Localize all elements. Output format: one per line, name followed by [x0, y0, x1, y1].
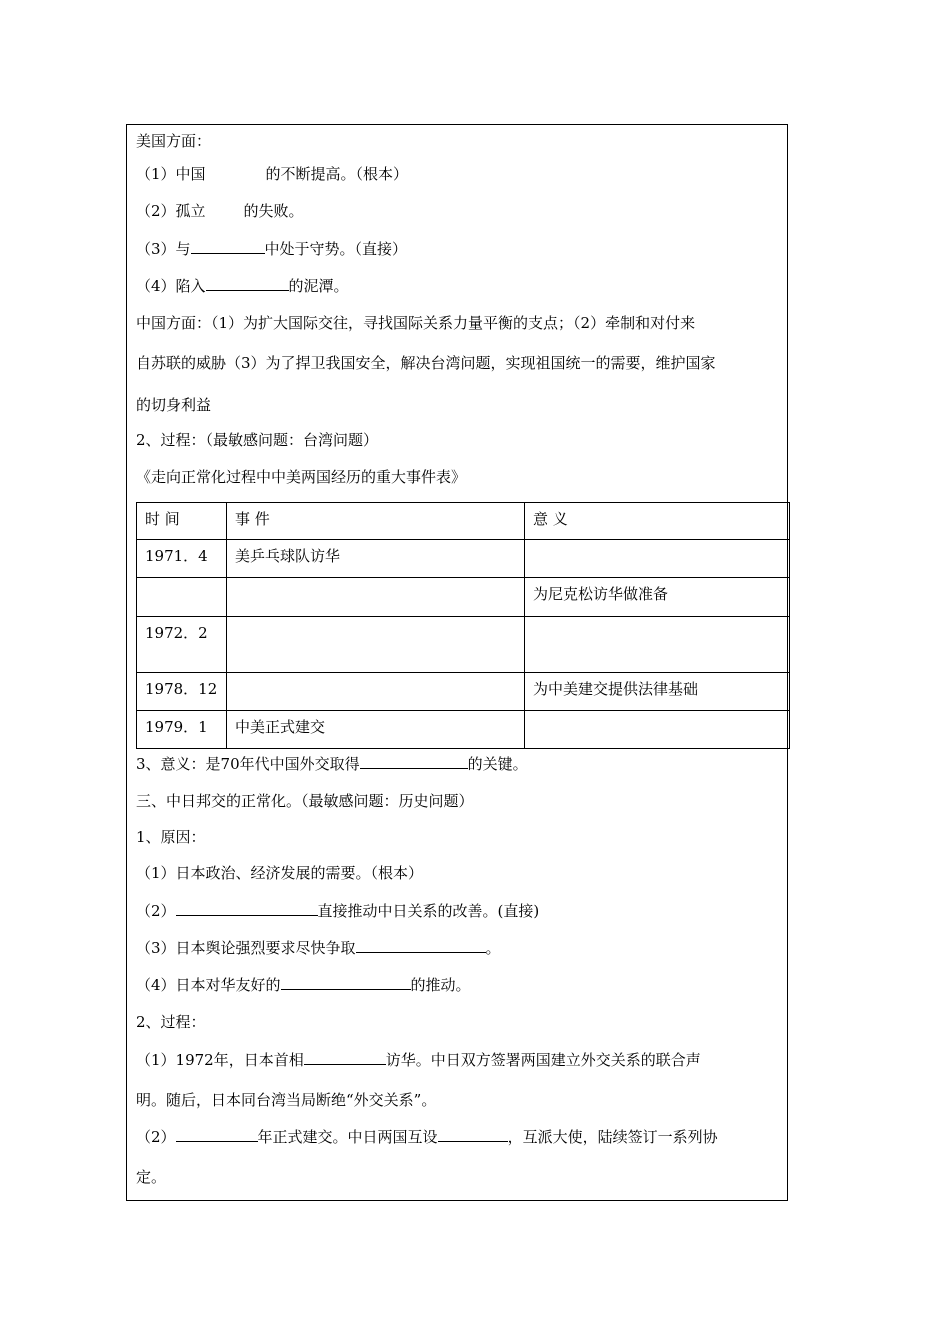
fill-blank[interactable]: [304, 1049, 386, 1065]
fill-blank[interactable]: [356, 937, 486, 953]
us-item-1: （1）中国 的不断提高。（根本）: [136, 165, 409, 183]
significance-line: 3、意义：是70年代中国外交取得 的关键。: [136, 755, 528, 773]
cn-line-2: 自苏联的威胁（3）为了捍卫我国安全，解决台湾问题，实现祖国统一的需要，维护国家: [136, 354, 716, 372]
header-meaning: 意 义: [525, 503, 790, 540]
japan-heading: 三、中日邦交的正常化。（最敏感问题：历史问题）: [136, 792, 474, 810]
table-title: 《走向正常化过程中中美两国经历的重大事件表》: [136, 468, 467, 486]
us-item-3: （3）与 中处于守势。（直接）: [136, 240, 408, 258]
header-time: 时 间: [137, 503, 227, 540]
table-row: 1972．2: [137, 617, 790, 673]
us-heading: 美国方面：: [136, 132, 212, 150]
document-frame: [126, 124, 788, 1201]
table-row: 为尼克松访华做准备: [137, 578, 790, 617]
events-table: [136, 502, 790, 749]
japan-reason-heading: 1、原因：: [136, 828, 206, 846]
japan-reason-3: （3）日本舆论强烈要求尽快争取 。: [136, 939, 501, 957]
us-item-4: （4）陷入 的泥潭。: [136, 277, 349, 295]
table-row: 1979．1 中美正式建交: [137, 711, 790, 749]
process-heading: 2、过程：（最敏感问题：台湾问题）: [136, 431, 379, 449]
japan-reason-4: （4）日本对华友好的 的推动。: [136, 976, 471, 994]
table-row: 1978．12 为中美建交提供法律基础: [137, 673, 790, 711]
fill-blank[interactable]: [438, 1126, 508, 1142]
cn-line-1: 中国方面：（1）为扩大国际交往，寻找国际关系力量平衡的支点；（2）牵制和对付来: [136, 314, 696, 332]
fill-blank[interactable]: [176, 1126, 258, 1142]
fill-blank[interactable]: [281, 974, 411, 990]
us-item-2: （2）孤立 的失败。: [136, 202, 304, 220]
japan-process-heading: 2、过程：: [136, 1013, 206, 1031]
japan-process-2: （2） 年正式建交。中日两国互设 ，互派大使，陆续签订一系列协: [136, 1128, 718, 1146]
table-header-row: [137, 503, 790, 540]
japan-process-1-cont: 明。随后，日本同台湾当局断绝“外交关系”。: [136, 1091, 437, 1109]
japan-process-1: （1）1972年，日本首相 访华。中日双方签署两国建立外交关系的联合声: [136, 1051, 701, 1069]
table-row: 1971．4 美乒乓球队访华: [137, 540, 790, 578]
header-event: 事 件: [227, 503, 525, 540]
cn-line-3: 的切身利益: [136, 396, 212, 414]
fill-blank[interactable]: [206, 275, 289, 291]
fill-blank[interactable]: [360, 753, 468, 769]
japan-reason-1: （1）日本政治、经济发展的需要。（根本）: [136, 864, 424, 882]
fill-blank[interactable]: [191, 238, 265, 254]
japan-process-2-cont: 定。: [136, 1168, 167, 1186]
japan-reason-2: （2） 直接推动中日关系的改善。(直接): [136, 902, 540, 920]
fill-blank[interactable]: [176, 900, 318, 916]
